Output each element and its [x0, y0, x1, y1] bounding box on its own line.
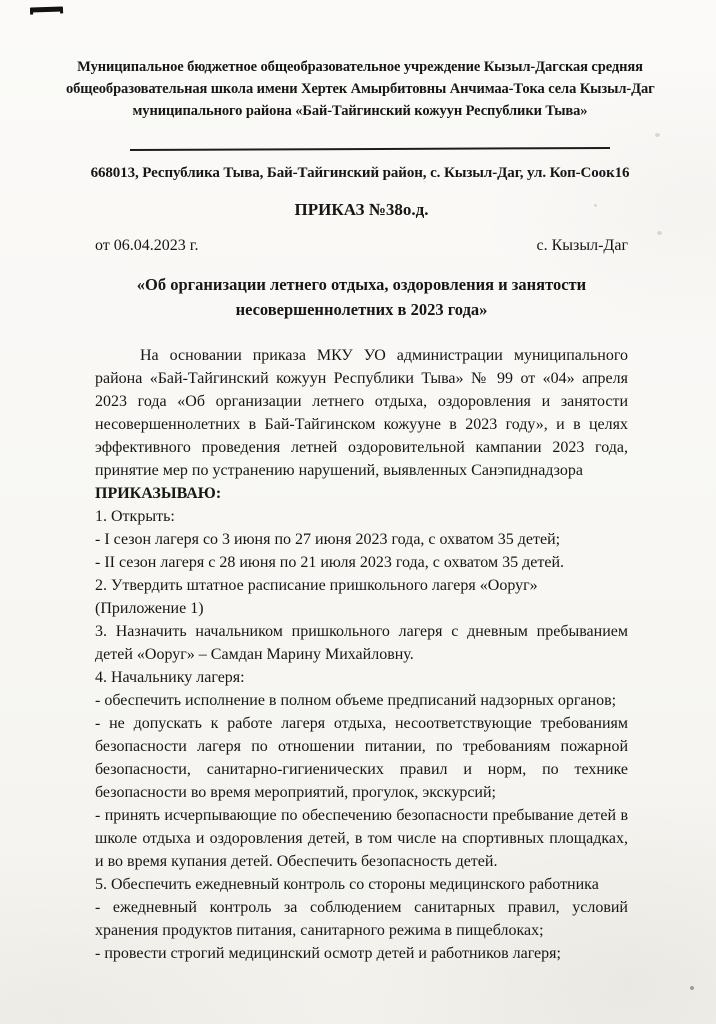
scan-speck [594, 204, 597, 207]
order-item: 4. Начальнику лагеря: [95, 669, 245, 686]
organization-name [66, 56, 654, 122]
date-place-row [95, 234, 628, 257]
order-text [95, 344, 628, 965]
order-item: - принять исчерпывающие по обеспечению безопасности пребывание детей в школе отдыха и оздоровления детей, в том числе на спортивных площадках, и во время купания детей. Обеспечить безопасность детей. [95, 807, 628, 870]
order-item: (Приложение 1) [95, 600, 204, 617]
order-item: - ежедневный контроль за соблюдением санитарных правил, условий хранения продуктов питания, санитарного режима в пищеблоках; [95, 899, 628, 939]
organization-name-line: муниципального района «Бай-Тайгинский кожуун Республики Тыва» [132, 103, 588, 119]
order-subject-line: несовершеннолетних в 2023 года» [235, 300, 488, 319]
divider-line [130, 147, 610, 151]
pen-corner-mark [30, 6, 63, 12]
resolution-word: ПРИКАЗЫВАЮ: [95, 485, 222, 502]
order-item: - обеспечить исполнение в полном объеме предписаний надзорных органов; [95, 692, 617, 709]
order-preamble: На основании приказа МКУ УО администрации муниципального района «Бай-Тайгинский кожуун Республики Тыва» № 99 от «04» апреля 2023 года «Об организации летнего отдыха, оздоровления и занятости несовершеннолетних в Бай-Тайгинском кожууне в 2023 году», и в целях эффективного проведения летней оздоровительной кампании 2023 года, принятие мер по устранению нарушений, выявленных Санэпиднадзора [95, 347, 628, 479]
order-item: 1. Открыть: [95, 508, 175, 525]
letterhead [0, 56, 716, 184]
organization-name-line: общеобразовательная школа имени Хертек Амырбитовны Анчимаа-Тока села Кызыл-Даг [66, 81, 655, 97]
organization-address: 668013, Республика Тыва, Бай-Тайгинский район, с. Кызыл-Даг, ул. Коп-Соок16 [90, 165, 630, 181]
order-body [0, 198, 716, 965]
order-item: 5. Обеспечить ежедневный контроль со стороны медицинского работника [95, 876, 599, 893]
order-item: 2. Утвердить штатное расписание пришкольного лагеря «Ооруг» [95, 577, 538, 594]
organization-name-line: Муниципальное бюджетное общеобразовательное учреждение Кызыл-Дагская средняя [77, 59, 643, 75]
order-subject [95, 272, 628, 322]
scan-speck [690, 986, 694, 990]
order-item: - провести строгий медицинский осмотр детей и работников лагеря; [95, 945, 561, 962]
order-item: 3. Назначить начальником пришкольного лагеря с дневным пребыванием детей «Ооруг» – Самдан Марину Михайловну. [95, 623, 628, 663]
order-subject-line: «Об организации летнего отдыха, оздоровления и занятости [136, 275, 587, 294]
order-date: от 06.04.2023 г. [95, 237, 199, 254]
scan-speck [657, 231, 662, 235]
scan-speck [655, 133, 660, 137]
order-item: - II сезон лагеря с 28 июня по 21 июля 2023 года, с охватом 35 детей. [95, 554, 565, 571]
order-title: ПРИКАЗ №38о.д. [294, 200, 429, 219]
order-place: с. Кызыл-Даг [536, 237, 628, 254]
order-item: - I сезон лагеря со 3 июня по 27 июня 2023 года, с охватом 35 детей; [95, 531, 561, 548]
order-item: - не допускать к работе лагеря отдыха, несоответствующие требованиям безопасности лагеря по отношении питании, по требованиям пожарной безопасности, санитарно-гигиенических правил и норм, по технике безопасности во время мероприятий, прогулок, экскурсий; [95, 715, 628, 801]
